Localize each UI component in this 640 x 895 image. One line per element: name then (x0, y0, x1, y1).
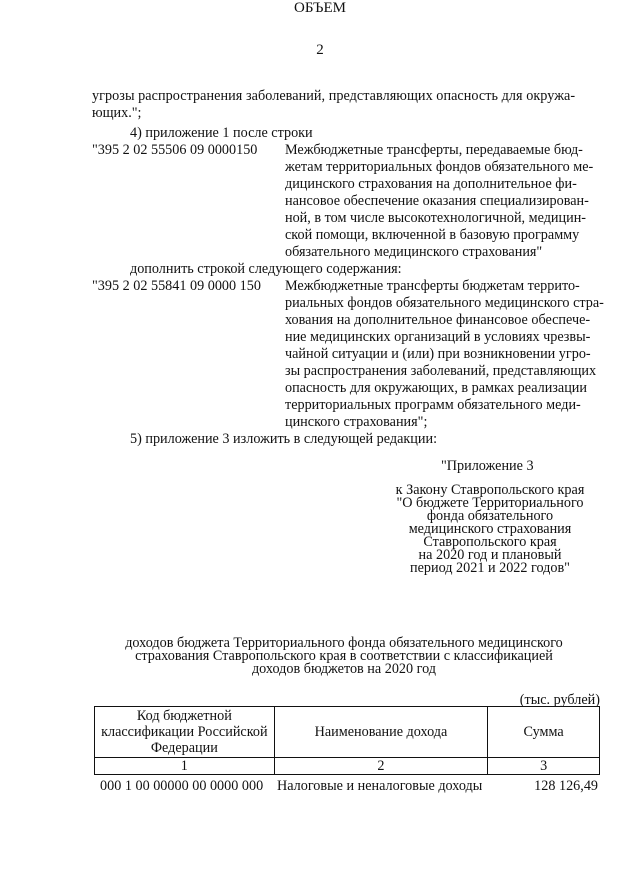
subtitle-line: доходов бюджетов на 2020 год (251, 661, 437, 677)
appendix-line: медицинского страхования (408, 521, 572, 537)
column-number: 1 (95, 758, 275, 775)
subtitle-line: доходов бюджета Территориального фонда обязательного медицинского (125, 635, 563, 651)
item-4-text: 4) приложение 1 после строки (130, 125, 313, 141)
row-sum: 128 126,49 (534, 778, 598, 794)
intro-line-2: ющих."; (92, 105, 142, 121)
row-code: 000 1 00 00000 00 0000 000 (100, 778, 264, 794)
entry-2-code: "395 2 02 55841 09 0000 150 (92, 278, 261, 294)
entry-2-description (285, 278, 604, 431)
document-title: ОБЪЕМ (294, 0, 346, 16)
entry-1-line: ской помощи, включенной в базовую программу (285, 227, 580, 243)
table-column-numbers-row (95, 758, 600, 775)
entry-2-line: опасность для окружающих, в рамках реализации (285, 380, 587, 396)
entry-1-line: ной, в том числе высокотехнологичной, медицин- (285, 210, 587, 226)
entry-1-code: "395 2 02 55506 09 0000150 (92, 142, 258, 158)
entry-2-line: Межбюджетные трансферты бюджетам террито- (285, 278, 580, 294)
entry-2-line: чайной ситуации и (или) при возникновении угро- (285, 346, 591, 362)
row-name: Налоговые и неналоговые доходы (277, 778, 483, 794)
header-name: Наименование дохода (274, 707, 488, 758)
income-table (94, 706, 600, 775)
column-number: 2 (274, 758, 488, 775)
subtitle-line: страхования Ставропольского края в соответствии с классификацией (135, 648, 553, 664)
entry-2-line: ние медицинских организаций в условиях чрезвы- (285, 329, 591, 345)
item-5-text: 5) приложение 3 изложить в следующей редакции: (130, 431, 438, 447)
entry-2-line: территориальных программ обязательного меди- (285, 397, 581, 413)
appendix-line: к Закону Ставропольского края (395, 482, 585, 498)
table-row (0, 778, 640, 796)
entry-2-line: хования на дополнительное финансовое обеспече- (285, 312, 591, 328)
appendix-line: на 2020 год и плановый (418, 547, 562, 563)
header-sum: Сумма (488, 707, 600, 758)
appendix-line: "О бюджете Территориального (396, 495, 584, 511)
header-code: Код бюджетной классификации Российской Федерации (95, 707, 275, 758)
table-header-row (95, 707, 600, 758)
document-subtitle (92, 637, 596, 676)
appendix-heading: "Приложение 3 (441, 458, 534, 474)
appendix-block (380, 484, 600, 575)
entry-1-line: дицинского страхования на дополнительное фи- (285, 176, 577, 192)
appendix-line: фонда обязательного (426, 508, 554, 524)
intro-paragraph (92, 88, 596, 122)
intro-line-1: угрозы распространения заболеваний, представляющих опасность для окружа- (92, 88, 576, 104)
column-number: 3 (488, 758, 600, 775)
appendix-line: период 2021 и 2022 годов" (410, 560, 570, 576)
units-label: (тыс. рублей) (519, 692, 600, 708)
entry-1-line: обязательного медицинского страхования" (285, 244, 543, 260)
add-line-text: дополнить строкой следующего содержания: (130, 261, 402, 277)
entry-1-line: Межбюджетные трансферты, передаваемые бюд- (285, 142, 583, 158)
appendix-line: Ставропольского края (423, 534, 557, 550)
entry-2-line: цинского страхования"; (285, 414, 428, 430)
entry-2-line: риальных фондов обязательного медицинского стра- (285, 295, 604, 311)
entry-1-line: жетам территориальных фондов обязательного ме- (285, 159, 594, 175)
page-number: 2 (316, 42, 324, 58)
entry-1-line: нансовое обеспечение оказания специализирован- (285, 193, 589, 209)
entry-2-line: зы распространения заболеваний, представляющих (285, 363, 597, 379)
entry-1-description (285, 142, 597, 261)
